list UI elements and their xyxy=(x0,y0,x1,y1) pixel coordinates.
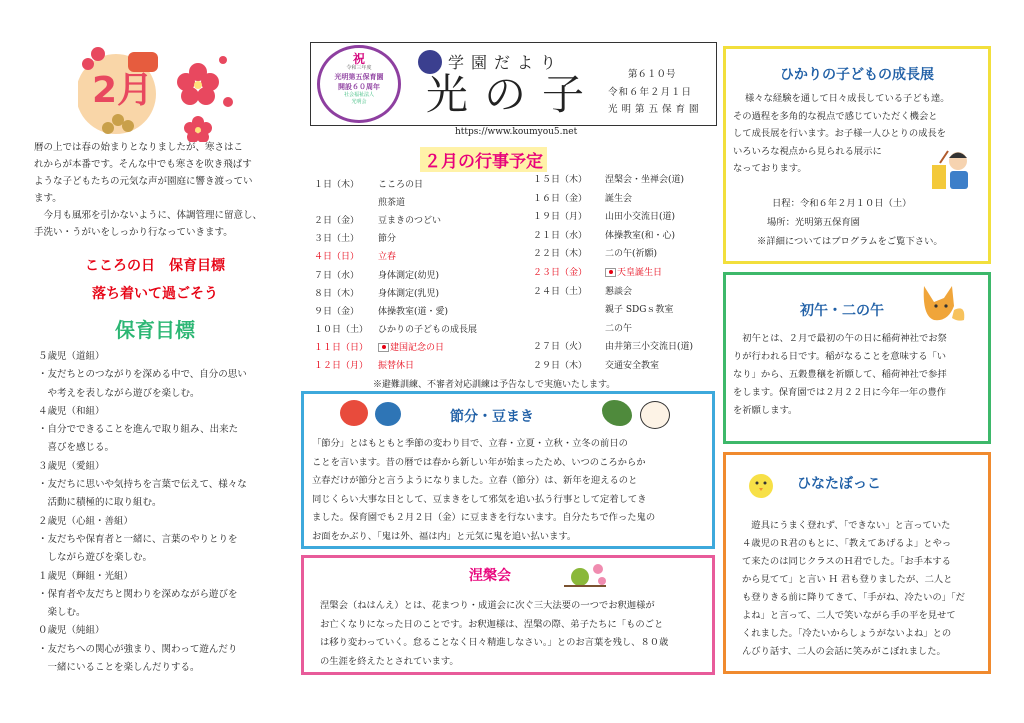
event-date: ３日（土） xyxy=(314,234,360,245)
hinata-body: 遊具にうまく登れず、「できない」と言っていた ４歳児のＲ君のもとに、「教えてあげるよ」とやっ て来たのは同じクラスのＨ君でした。「お手本する から見てて」と言い Ｈ 君も登りましたが、二人と も登りきる前に降りてきて、「手がね、冷たいの」「だ よね」と言って、二人で笑いながら手の平を見せて くれました。「冷たいからしょうがないよね」との んびり話す、二人の会話に笑みがこぼれました。 xyxy=(742,520,965,657)
event-item xyxy=(378,304,448,317)
event-date: １６日（金） xyxy=(533,193,588,204)
growth-title: ひかりの子どもの成長展 xyxy=(780,67,934,83)
bird-blossom-icon xyxy=(562,559,608,589)
blue-oni-icon xyxy=(375,402,401,426)
event-item xyxy=(378,231,396,244)
event-item xyxy=(378,268,439,281)
japan-flag-icon xyxy=(605,268,616,277)
event-label: 涅槃会・坐禅会(道) xyxy=(605,175,685,185)
issue-number: 第６１０号 xyxy=(628,69,676,80)
event-label: 建国記念の日 xyxy=(390,342,445,353)
event-label: 煎茶道 xyxy=(378,198,406,209)
newsletter-title: 光の子 xyxy=(426,70,601,119)
setsubun-body: 「節分」とはもともと季節の変わり目で、立春・立夏・立秋・立冬の前日の ことを言います。昔の暦では春から新しい年が始まったため、いつのころからか 立春だけが節分と言うようになりました。立春（節分）は、新年を迎えるのと 同じくらい大事な日として、豆まきをして邪気を追い払う行事として定着してき ました。保育園でも２月２日（金）に豆まきを行ないます。自分たちで作った鬼の お面をかぶり、「鬼は外、福は内」と元気に鬼を追い払います。 xyxy=(312,438,656,542)
month-label: 2月 xyxy=(92,70,154,111)
event-label: 誕生会 xyxy=(605,193,633,204)
event-item xyxy=(378,340,444,353)
intro-text: 暦の上では春の始まりとなりましたが、寒さはこ れからが本番です。そんな中でも寒さを吹き飛ばす ような子どもたちの元気な声が園庭に響き渡ってい ます。 今月も風邪を引かないように、体調管理に留意し、 手洗い・うがいをしっかり行なっていきます。 xyxy=(34,142,263,238)
event-date: ２日（金） xyxy=(314,216,360,227)
hinata-title: ひなたぼっこ xyxy=(797,476,881,492)
anniversary-seal: 祝 令和三年度 光明第五保育園 開設６０周年 社会福祉法人 光明会 xyxy=(317,45,401,123)
event-item xyxy=(605,339,693,352)
event-item xyxy=(605,191,632,204)
event-item xyxy=(605,246,657,259)
japan-flag-icon xyxy=(378,343,389,352)
event-label: 親子 SDGｓ教室 xyxy=(605,305,674,316)
event-label: ひかりの子どもの成長展 xyxy=(378,324,478,335)
event-label: 身体測定(乳児) xyxy=(378,288,440,299)
event-label: 天皇誕生日 xyxy=(617,268,663,278)
growth-place: 場所：光明第五保育園 xyxy=(767,217,860,228)
event-label: 懇談会 xyxy=(605,286,633,297)
issue-date: 令和６年２月１日 xyxy=(608,87,693,98)
event-item xyxy=(605,284,632,297)
kokoro-goal: 落ち着いて過ごそう xyxy=(92,286,218,302)
hatsuuma-body: 初午とは、２月で最初の午の日に稲荷神社でお祭 りが行われる日です。稲がなることを意味する「い なり」から、五穀豊穣を祈願して、稲荷神社で参拝 をします。保育園では２月２２日に今年一年の豊作 を祈願します。 xyxy=(733,333,947,416)
chick-icon xyxy=(746,470,776,500)
event-label: 交通安全教室 xyxy=(605,361,660,371)
event-date: １１日（日） xyxy=(314,342,369,353)
event-item xyxy=(605,321,632,334)
event-label: 身体測定(幼児) xyxy=(378,270,440,281)
school-name: 光明第五保育園 xyxy=(608,104,703,115)
school-url[interactable]: https://www.koumyou5.net xyxy=(455,127,578,137)
event-date: ７日（水） xyxy=(314,270,360,281)
event-date: ２９日（木） xyxy=(533,361,588,371)
kokoro-title: こころの日 保育目標 xyxy=(85,258,225,274)
event-item xyxy=(605,228,675,241)
event-date: ８日（木） xyxy=(314,288,360,299)
event-date: ２４日（土） xyxy=(533,286,588,297)
event-label: 豆まきのつどい xyxy=(378,216,442,227)
growth-note: ※詳細についてはブログラムをご覧下さい。 xyxy=(757,236,943,247)
event-item xyxy=(378,249,396,262)
fox-icon xyxy=(918,284,968,324)
event-item xyxy=(605,358,659,371)
event-item xyxy=(378,195,405,208)
event-date: １５日（木） xyxy=(533,175,588,185)
event-date: １９日（月） xyxy=(533,212,588,223)
event-date: １０日（土） xyxy=(314,324,369,335)
event-item xyxy=(378,322,477,335)
event-label: 体操教室(道・愛) xyxy=(378,306,449,317)
nehan-title: 涅槃会 xyxy=(469,568,511,584)
event-date: １日（木） xyxy=(314,180,360,190)
hatsuuma-title: 初午・二の午 xyxy=(800,303,884,319)
events-title: ２月の行事予定 xyxy=(420,147,547,172)
painting-child-icon xyxy=(928,145,978,195)
event-item xyxy=(605,209,675,222)
event-label: 節分 xyxy=(378,234,397,245)
okame-icon xyxy=(640,401,670,429)
events-note: ※避難訓練、不審者対応訓練は予告なしで実施いたします。 xyxy=(373,380,616,390)
setsubun-title: 節分・豆まき xyxy=(450,409,534,425)
event-item xyxy=(605,302,673,315)
goals-list: ５歳児（道組） ・友だちとのつながりを深める中で、自分の思い や考えを表しながら遊びを楽しむ。 ４歳児（和組） ・自分でできることを進んで取り組み、出来た 喜びを感じる。 ３歳児（愛組） ・友だちに思いや気持ちを言葉で伝えて、様々な 活動に積極的に取り組む。 ２歳児（心組・善組） ・友だちや保育者と一緒に、言葉のやりとりを しながら遊びを楽しむ。 １歳児（輝組・光組） ・保育者や友だちと関わりを深めながら遊びを 楽しむ。 ０歳児（純組） ・友だちへの関心が強まり、関わって遊んだり 一緒にいることを楽しんだりする。 xyxy=(38,351,247,674)
event-item xyxy=(378,286,439,299)
event-date: ２１日（水） xyxy=(533,230,588,241)
event-item xyxy=(378,358,414,371)
growth-date: 日程：令和６年２月１０日（土） xyxy=(772,198,912,209)
event-date: １２日（月） xyxy=(314,361,369,371)
event-label: 立春 xyxy=(378,252,397,263)
event-label: 二の午 xyxy=(605,323,633,334)
event-item xyxy=(378,213,441,226)
oni-icon xyxy=(340,400,368,426)
event-item xyxy=(605,172,684,185)
nehan-body: 涅槃会（ねはんえ）とは、花まつり・成道会に次ぐ三大法要の一つでお釈迦様が お亡くなりになった日のことです。お釈迦様は、涅槃の際、弟子たちに「ものごと は移り変わっていく。怠ることなく日々精進しなさい。」とのお言葉を残し、８０歳 の生涯を終えたとされています。 xyxy=(320,600,669,667)
event-item xyxy=(605,265,662,278)
event-label: 体操教室(和・心) xyxy=(605,230,676,241)
event-date: ４日（日） xyxy=(314,252,360,263)
newsletter-subtitle: 学園だより xyxy=(448,53,564,72)
event-date: ９日（金） xyxy=(314,306,360,317)
event-label: 振替休日 xyxy=(378,361,415,371)
hoiku-title: 保育目標 xyxy=(115,318,195,342)
event-label: 二の午(祈願) xyxy=(605,249,658,260)
event-label: こころの日 xyxy=(378,180,424,190)
event-date: ２３日（金） xyxy=(533,268,588,278)
event-date: ２２日（木） xyxy=(533,249,588,260)
growth-body: 様々な経験を通して日々成長している子ども達。 その過程を多角的な視点で感じていただく機会と して成長展を行います。お子様一人ひとりの成長を いろいろな視点から見られる展示に なっております。 xyxy=(733,93,950,174)
event-label: 山田小交流日(道) xyxy=(605,212,676,223)
event-date: ２７日（火） xyxy=(533,342,588,353)
event-label: 由井第三小交流日(道) xyxy=(605,342,694,353)
event-item xyxy=(378,177,423,190)
